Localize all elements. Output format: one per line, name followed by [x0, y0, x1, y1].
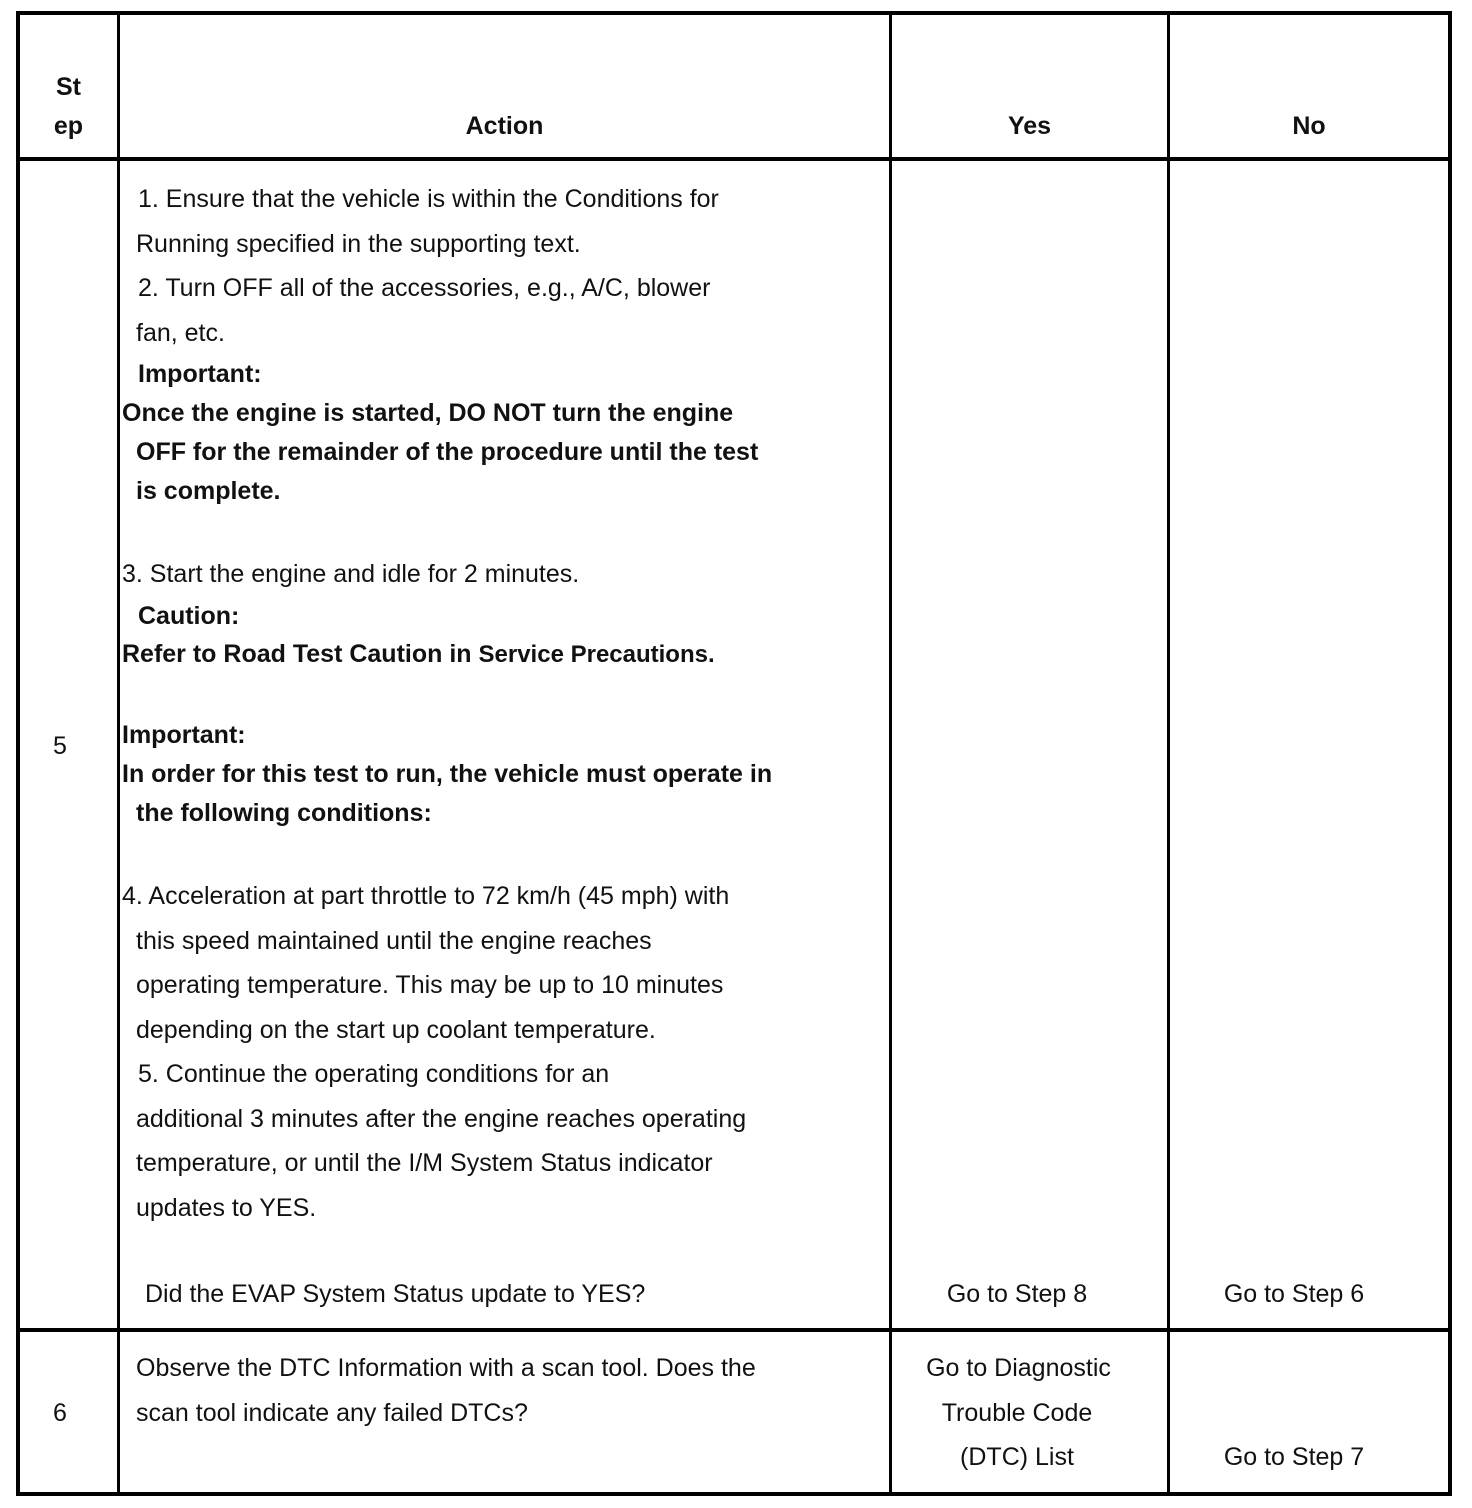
table-row-divider [16, 1328, 1452, 1332]
step-5-important2-line1: In order for this test to run, the vehicle must operate in [122, 760, 773, 788]
step-5-item2-line2: fan, etc. [136, 319, 225, 347]
step-6-action-line1: Observe the DTC Information with a scan tool. Does the [136, 1354, 756, 1382]
step-5-item4-line4: depending on the start up coolant temperature. [136, 1016, 656, 1044]
table-header-divider [16, 157, 1452, 161]
step-5-important1-line3: is complete. [136, 477, 281, 505]
step-5-caution-label: Caution: [138, 602, 240, 630]
step-6-action-line2: scan tool indicate any failed DTCs? [136, 1399, 528, 1427]
step-6-no-link[interactable]: Go to Step 7 [1223, 1443, 1365, 1471]
step-5-item2-line1: 2. Turn OFF all of the accessories, e.g., A/C, blower [138, 274, 711, 302]
step-5-no-link[interactable]: Go to Step 6 [1223, 1280, 1365, 1308]
step-5-item4-line3: operating temperature. This may be up to 10 minutes [136, 971, 724, 999]
step-5-item5-line2: additional 3 minutes after the engine reaches operating [136, 1105, 747, 1133]
step-5-important1-line1: Once the engine is started, DO NOT turn the engine [122, 399, 734, 427]
step-5-item5-line3: temperature, or until the I/M System Status indicator [136, 1149, 713, 1177]
step-6-yes-line3[interactable]: (DTC) List [960, 1443, 1074, 1471]
table-border-bottom [16, 1492, 1452, 1496]
step-5-item3: 3. Start the engine and idle for 2 minutes. [122, 560, 580, 588]
service-precautions-link[interactable]: Service Precautions. [478, 641, 715, 668]
header-step-line2: ep [53, 112, 84, 140]
step-6-yes-line2[interactable]: Trouble Code [941, 1399, 1093, 1427]
table-col-divider-action [889, 11, 892, 1496]
step-5-caution-body: Refer to Road Test Caution in [122, 640, 472, 668]
step-5-item4-line2: this speed maintained until the engine reaches [136, 927, 652, 955]
header-no: No [1292, 112, 1326, 140]
step-5-number: 5 [53, 732, 67, 760]
step-5-item1-line2: Running specified in the supporting text. [136, 230, 581, 258]
step-5-important2-line2: the following conditions: [136, 799, 432, 827]
step-6-yes-line1[interactable]: Go to Diagnostic [926, 1354, 1111, 1382]
header-yes: Yes [1007, 112, 1052, 140]
step-5-item1-line1: 1. Ensure that the vehicle is within the Conditions for [138, 185, 719, 213]
header-action: Action [465, 112, 544, 140]
step-5-item4-line1: 4. Acceleration at part throttle to 72 km/h (45 mph) with [122, 882, 730, 910]
table-border-top [16, 11, 1452, 15]
step-5-important1-label: Important: [138, 360, 262, 388]
table-col-divider-yes [1167, 11, 1170, 1496]
step-5-item5-line4: updates to YES. [136, 1194, 317, 1222]
step-6-number: 6 [53, 1399, 67, 1427]
step-5-yes-link[interactable]: Go to Step 8 [946, 1280, 1088, 1308]
step-5-item5-line1: 5. Continue the operating conditions for an [138, 1060, 610, 1088]
table-border-right [1448, 11, 1452, 1496]
step-5-important1-line2: OFF for the remainder of the procedure until the test [136, 438, 759, 466]
step-5-caution-text [122, 639, 715, 670]
table-col-divider-step [117, 11, 120, 1496]
step-5-question: Did the EVAP System Status update to YES? [145, 1280, 646, 1308]
step-5-important2-label: Important: [122, 721, 246, 749]
header-step-line1: St [56, 73, 81, 101]
